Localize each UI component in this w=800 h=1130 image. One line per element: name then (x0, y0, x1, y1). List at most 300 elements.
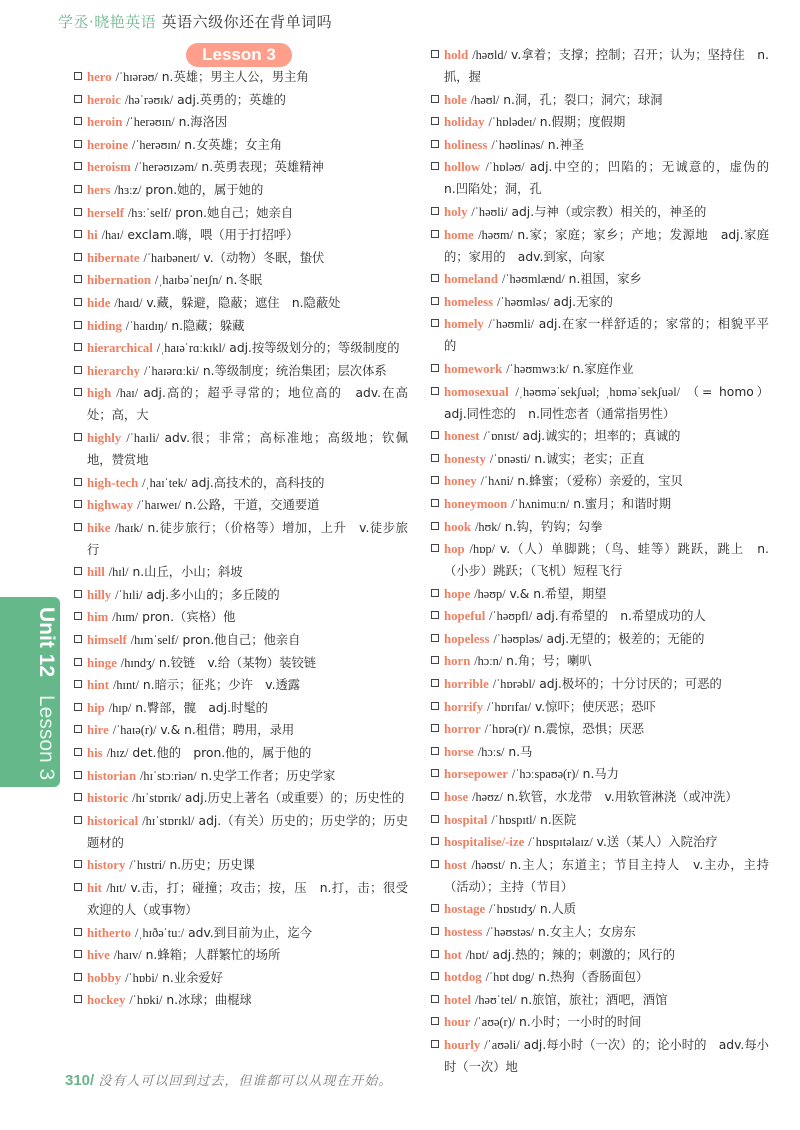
vocab-entry (431, 470, 769, 492)
checkbox-icon[interactable] (74, 433, 82, 441)
vocab-entry (431, 696, 769, 718)
checkbox-icon[interactable] (74, 478, 82, 486)
entry-word: hibernate (87, 250, 140, 265)
vocab-entry (74, 584, 408, 606)
checkbox-icon[interactable] (431, 364, 439, 372)
entry-definition: v.惊吓；使厌恶；恐吓 (534, 699, 656, 714)
entry-definition: n.冰球；曲棍球 (166, 993, 252, 1008)
vocab-entry (74, 472, 408, 494)
entry-word: hollow (444, 160, 481, 175)
checkbox-icon[interactable] (431, 747, 439, 755)
entry-word: heroine (87, 137, 128, 152)
entry-phonetic: /həʊl/ (470, 92, 500, 107)
entry-definition: v.拿着；支撑；控制；召开；认为；坚持住 n.抓，握 (444, 48, 769, 84)
entry-phonetic: /ˈhəʊlinəs/ (491, 137, 544, 152)
vocab-entry (431, 268, 769, 290)
side-tab-lesson: Lesson 3 (35, 695, 58, 781)
entry-definition: n.蜂蜜；（爱称）亲爱的，宝贝 (517, 474, 683, 489)
checkbox-icon[interactable] (431, 611, 439, 619)
entry-word: hospitalise/-ize (444, 835, 525, 850)
entry-definition: pron.他自己；他亲自 (182, 633, 301, 648)
vocab-entry (74, 66, 408, 88)
vocab-entry (431, 673, 769, 695)
entry-word: him (87, 610, 109, 625)
checkbox-icon[interactable] (431, 927, 439, 935)
entry-definition: adj.在家一样舒适的；家常的；相貌平平的 (444, 317, 769, 354)
vocab-entry (431, 831, 769, 853)
vocab-entry (74, 787, 408, 809)
entry-phonetic: /ˌhaɪˈtek/ (142, 475, 188, 490)
checkbox-icon[interactable] (74, 500, 82, 508)
entry-word: hope (444, 586, 471, 601)
checkbox-icon[interactable] (74, 117, 82, 125)
checkbox-icon[interactable] (431, 476, 439, 484)
entry-phonetic: /ˌhaɪəˈrɑːkɪkl/ (156, 341, 226, 356)
checkbox-icon[interactable] (74, 635, 82, 643)
checkbox-icon[interactable] (431, 656, 439, 664)
side-tab (0, 597, 60, 787)
checkbox-icon[interactable] (74, 860, 82, 868)
entry-definition: v.（人）单脚跳；（鸟、蛙等）跳跃，跳上 n.（小步）跳跃；（飞机）短程飞行 (444, 542, 769, 579)
page-number: 310/ (65, 1072, 95, 1089)
entry-definition: adj.高的；超乎寻常的；地位高的 adv.在高处；高，大 (87, 386, 408, 423)
entry-word: hour (444, 1015, 471, 1030)
checkbox-icon[interactable] (74, 298, 82, 306)
entry-word: hopeless (444, 631, 490, 646)
left-word-list (74, 66, 408, 1012)
vocab-entry (74, 697, 408, 719)
vocab-entry (431, 921, 769, 943)
entry-phonetic: /hɔːs/ (477, 744, 505, 759)
entry-phonetic: /ˈhɒt dɒg/ (485, 970, 535, 985)
entry-word: home (444, 227, 474, 242)
entry-phonetic: /ˈhəʊpfl/ (489, 609, 533, 624)
checkbox-icon[interactable] (431, 815, 439, 823)
checkbox-icon[interactable] (431, 431, 439, 439)
checkbox-icon[interactable] (431, 117, 439, 125)
entry-phonetic: /ˌhəʊməˈsekʃuəl; ˌhɒməˈsekʃuəl/ (515, 384, 681, 399)
checkbox-icon[interactable] (431, 319, 439, 327)
entry-phonetic: /ˈhəʊmlænd/ (501, 272, 565, 287)
checkbox-icon[interactable] (431, 679, 439, 687)
entry-definition: adj.（有关）历史的；历史学的；历史题材的 (87, 813, 408, 850)
checkbox-icon[interactable] (431, 589, 439, 597)
vocab-entry (431, 111, 769, 133)
entry-phonetic: /hɪm/ (112, 610, 139, 625)
entry-definition: n.人质 (539, 902, 577, 917)
entry-word: homely (444, 317, 484, 332)
entry-phonetic: /hɪl/ (108, 565, 129, 580)
right-word-list (431, 44, 782, 1079)
entry-phonetic: /ˈhɒki/ (129, 993, 163, 1008)
vocab-entry (431, 156, 782, 200)
vocab-entry (431, 741, 769, 763)
vocab-entry (74, 561, 408, 583)
vocab-entry (74, 652, 408, 674)
header-title: 英语六级你还在背单词吗 (161, 13, 333, 31)
vocab-entry (74, 742, 408, 764)
entry-phonetic: /ˈɒnɪst/ (483, 429, 519, 444)
checkbox-icon[interactable] (74, 771, 82, 779)
checkbox-icon[interactable] (74, 680, 82, 688)
checkbox-icon[interactable] (74, 523, 82, 531)
entry-definition: n.历史；历史课 (169, 858, 255, 873)
checkbox-icon[interactable] (74, 275, 82, 283)
vocab-entry (74, 810, 408, 854)
checkbox-icon[interactable] (431, 950, 439, 958)
entry-phonetic: /hɪnt/ (112, 678, 139, 693)
vocab-entry (431, 966, 769, 988)
entry-definition: n.海洛因 (178, 115, 228, 130)
entry-word: hierarchical (87, 341, 153, 356)
checkbox-icon[interactable] (431, 274, 439, 282)
vocab-entry (431, 224, 769, 268)
entry-word: hopeful (444, 609, 486, 624)
entry-phonetic: /ˈhaɪli/ (126, 430, 160, 445)
checkbox-icon[interactable] (431, 702, 439, 710)
entry-definition: adv.到目前为止，迄今 (188, 925, 313, 940)
vocab-entry (74, 156, 408, 178)
checkbox-icon[interactable] (74, 140, 82, 148)
checkbox-icon[interactable] (74, 366, 82, 374)
entry-phonetic: /ˈhɒrɪfaɪ/ (487, 699, 532, 714)
entry-definition: n.小时；一小时的时间 (519, 1015, 642, 1030)
entry-definition: n.软管，水龙带 v.用软管淋浇（或冲洗） (506, 790, 738, 805)
entry-definition: v.& n.希望，期望 (509, 586, 607, 601)
checkbox-icon[interactable] (431, 1017, 439, 1025)
entry-phonetic: /ˈaʊəli/ (484, 1037, 520, 1052)
checkbox-icon[interactable] (74, 883, 82, 891)
vocab-entry (431, 583, 769, 605)
entry-word: homosexual (444, 384, 509, 399)
vocab-entry (74, 922, 408, 944)
entry-word: hold (444, 48, 469, 62)
vocab-entry (431, 493, 769, 515)
checkbox-icon[interactable] (74, 321, 82, 329)
entry-definition: adj.有希望的 n.希望成功的人 (536, 609, 706, 624)
entry-phonetic: /haɪd/ (114, 295, 143, 310)
checkbox-icon[interactable] (431, 837, 439, 845)
entry-definition: n.马力 (582, 767, 619, 782)
entry-word: horror (444, 722, 481, 737)
checkbox-icon[interactable] (74, 725, 82, 733)
checkbox-icon[interactable] (431, 792, 439, 800)
entry-word: hinge (87, 655, 117, 670)
entry-definition: adj.诚实的；坦率的；真诚的 (522, 429, 681, 444)
checkbox-icon[interactable] (74, 95, 82, 103)
entry-definition: adj.英勇的；英雄的 (177, 92, 286, 107)
checkbox-icon[interactable] (74, 230, 82, 238)
entry-phonetic: /ˈhəʊli/ (471, 204, 508, 219)
vocab-entry (74, 224, 408, 246)
entry-definition: det.他的 pron.他的，属于他的 (132, 746, 312, 761)
entry-phonetic: /hɒp/ (469, 542, 496, 557)
entry-definition: n.马 (508, 744, 533, 759)
entry-word: hotel (444, 992, 472, 1007)
vocab-entry (431, 854, 769, 898)
vocab-entry (74, 854, 408, 876)
entry-definition: adj.中空的；凹陷的；无诚意的，虚伪的 n.凹陷处；洞，孔 (444, 160, 782, 197)
vocab-entry (431, 989, 769, 1011)
entry-phonetic: /ˈhaɪbəneɪt/ (143, 250, 200, 265)
entry-phonetic: /hɔːn/ (474, 654, 503, 669)
vocab-entry (431, 201, 769, 223)
entry-phonetic: /hɪˈstɒrɪkl/ (142, 813, 195, 828)
entry-word: hill (87, 565, 105, 580)
entry-phonetic: /hɪz/ (106, 746, 129, 761)
entry-word: hole (444, 92, 467, 107)
vocab-entry (431, 650, 769, 672)
vocab-entry (74, 967, 408, 989)
entry-phonetic: /ˈhəʊpləs/ (493, 631, 543, 646)
entry-definition: n.家；家庭；家乡；产地；发源地 adj.家庭的；家用的 adv.到家，向家 (444, 227, 769, 264)
entry-definition: n.英雄；男主人公，男主角 (161, 70, 309, 84)
vocab-entry (74, 382, 408, 426)
entry-word: honeymoon (444, 496, 508, 511)
entry-definition: n.徒步旅行；（价格等）增加，上升 v.徒步旅行 (87, 520, 408, 557)
vocab-entry (74, 134, 408, 156)
checkbox-icon[interactable] (74, 185, 82, 193)
checkbox-icon[interactable] (74, 703, 82, 711)
checkbox-icon[interactable] (74, 995, 82, 1003)
entry-phonetic: /ˈhaɪweɪ/ (137, 498, 181, 513)
entry-definition: adj.多小山的；多丘陵的 (146, 587, 280, 602)
entry-definition: n.暗示；征兆；少许 v.透露 (142, 678, 301, 693)
vocab-entry (74, 360, 408, 382)
entry-definition: n.女主人；女房东 (537, 925, 636, 939)
entry-word: homeland (444, 272, 499, 287)
entry-word: historical (87, 813, 139, 828)
entry-definition: n.等级制度；统治集团；层次体系 (202, 363, 387, 378)
vocab-entry (431, 605, 769, 627)
entry-definition: adj.每小时（一次）的；论小时的 adv.每小时（一次）地 (444, 1037, 769, 1074)
entry-word: horrify (444, 699, 484, 714)
entry-phonetic: /ˈhʌni/ (480, 474, 514, 489)
checkbox-icon[interactable] (74, 950, 82, 958)
entry-definition: n.史学工作者；历史学家 (200, 768, 336, 783)
entry-word: holiday (444, 115, 485, 130)
vocab-entry (431, 425, 769, 447)
entry-phonetic: /ˈɒnəsti/ (489, 451, 531, 466)
vocab-entry (74, 494, 408, 516)
entry-definition: v.击，打；碰撞；攻击；按，压 n.打，击；很受欢迎的人（或事物） (87, 881, 408, 917)
vocab-entry (431, 1011, 769, 1033)
vocab-entry (431, 89, 769, 111)
checkbox-icon[interactable] (431, 1040, 439, 1048)
entry-word: horsepower (444, 767, 508, 782)
entry-word: holiness (444, 137, 488, 152)
entry-definition: n.业余爱好 (162, 970, 223, 985)
entry-word: highly (87, 430, 122, 445)
checkbox-icon[interactable] (74, 973, 82, 981)
checkbox-icon[interactable] (74, 793, 82, 801)
checkbox-icon[interactable] (74, 208, 82, 216)
entry-phonetic: /hɪˈstɔːriən/ (140, 768, 197, 783)
entry-word: hot (444, 947, 462, 962)
checkbox-icon[interactable] (431, 769, 439, 777)
lesson-tab: Lesson 3 (186, 43, 292, 67)
entry-phonetic: /ˈhʌnimuːn/ (511, 496, 570, 511)
entry-phonetic: /həʊˈtel/ (474, 992, 517, 1007)
entry-word: homework (444, 361, 503, 376)
checkbox-icon[interactable] (431, 860, 439, 868)
entry-definition: v.& n.租借；聘用，录用 (160, 723, 295, 738)
entry-phonetic: /ˈhɒspɪtl/ (491, 812, 537, 827)
entry-definition: adj.与神（或宗教）相关的，神圣的 (511, 204, 707, 219)
header-brand: 学丞·晓艳英语 (58, 13, 157, 31)
vocab-entry (74, 202, 408, 224)
checkbox-icon[interactable] (431, 140, 439, 148)
entry-word: hide (87, 295, 111, 310)
vocab-entry (431, 898, 769, 920)
entry-phonetic: /ˈhəʊstəs/ (486, 925, 535, 939)
entry-word: hobby (87, 970, 122, 985)
entry-phonetic: /ˈhaɪərɑːki/ (144, 363, 199, 378)
checkbox-icon[interactable] (74, 343, 82, 351)
vocab-entry (431, 809, 769, 831)
checkbox-icon[interactable] (74, 612, 82, 620)
entry-word: high-tech (87, 475, 139, 490)
entry-phonetic: /ˌhɪðəˈtuː/ (135, 925, 185, 940)
vocab-entry (74, 877, 408, 921)
entry-definition: v.送（某人）入院治疗 (596, 835, 718, 850)
entry-word: herself (87, 205, 124, 220)
checkbox-icon[interactable] (431, 297, 439, 305)
checkbox-icon[interactable] (74, 388, 82, 396)
vocab-entry (431, 313, 769, 357)
entry-definition: n.女英雄；女主角 (184, 137, 283, 152)
entry-phonetic: /ˈhaɪə(r)/ (112, 723, 157, 738)
entry-word: honest (444, 429, 480, 444)
vocab-entry (74, 247, 408, 269)
checkbox-icon[interactable] (74, 590, 82, 598)
entry-phonetic: /hɪp/ (108, 700, 132, 715)
entry-phonetic: /ˈhəʊmləs/ (496, 294, 550, 309)
checkbox-icon[interactable] (74, 658, 82, 666)
checkbox-icon[interactable] (431, 50, 439, 58)
entry-phonetic: /ˈherəʊɪn/ (126, 115, 175, 130)
entry-definition: adj.无家的 (553, 294, 613, 309)
vocab-entry (431, 628, 769, 650)
checkbox-icon[interactable] (74, 816, 82, 824)
entry-word: horse (444, 744, 474, 759)
entry-phonetic: /həʊm/ (478, 227, 513, 242)
checkbox-icon[interactable] (74, 748, 82, 756)
checkbox-icon[interactable] (431, 972, 439, 980)
entry-definition: adj.无望的；极差的；无能的 (546, 631, 705, 646)
vocab-entry (431, 448, 769, 470)
vocab-entry (74, 111, 408, 133)
checkbox-icon[interactable] (431, 95, 439, 103)
entry-definition: pron.她的，属于她的 (145, 182, 264, 197)
entry-definition: n.钩，钓钩；勾拳 (504, 519, 603, 534)
entry-definition: n.蜂箱；人群繁忙的场所 (145, 948, 281, 963)
checkbox-icon[interactable] (431, 162, 439, 170)
entry-definition: n.假期；度假期 (539, 115, 626, 130)
entry-phonetic: /hɪt/ (106, 881, 127, 895)
entry-phonetic: /ˈhɒstɪdʒ/ (489, 902, 536, 917)
entry-definition: adj.历史上著名（或重要）的；历史性的 (184, 791, 405, 806)
checkbox-icon[interactable] (431, 454, 439, 462)
checkbox-icon[interactable] (74, 72, 82, 80)
vocab-entry (431, 538, 769, 582)
checkbox-icon[interactable] (431, 904, 439, 912)
checkbox-icon[interactable] (431, 230, 439, 238)
checkbox-icon[interactable] (431, 544, 439, 552)
checkbox-icon[interactable] (431, 207, 439, 215)
entry-phonetic: /həˈrəʊɪk/ (124, 92, 174, 107)
checkbox-icon[interactable] (431, 499, 439, 507)
entry-word: hero (87, 70, 112, 84)
entry-word: himself (87, 633, 127, 648)
entry-phonetic: /ˌhaɪbəˈneɪʃn/ (154, 273, 222, 288)
entry-definition: n.旅馆，旅社；酒吧，酒馆 (520, 992, 668, 1007)
entry-word: hike (87, 520, 111, 535)
checkbox-icon[interactable] (431, 724, 439, 732)
entry-word: hire (87, 723, 109, 738)
entry-definition: adj.热的；辣的；刺激的；风行的 (492, 947, 675, 962)
entry-definition: （= homo）adj.同性恋的 n.同性恋者（通常指男性） (444, 384, 769, 421)
entry-definition: n.神圣 (547, 137, 585, 152)
checkbox-icon[interactable] (431, 387, 439, 395)
entry-word: hostess (444, 925, 483, 939)
vocab-entry (74, 89, 408, 111)
entry-definition: n.角；号；喇叭 (506, 654, 592, 669)
entry-definition: n.祖国，家乡 (568, 272, 642, 287)
vocab-entry (74, 944, 408, 966)
checkbox-icon[interactable] (431, 634, 439, 642)
vocab-entry (431, 944, 769, 966)
entry-definition: adj.极坏的；十分讨厌的；可恶的 (539, 677, 722, 692)
entry-word: holy (444, 204, 468, 219)
entry-word: honey (444, 474, 477, 489)
vocab-entry (431, 358, 769, 380)
entry-phonetic: /ˈhɒbi/ (125, 970, 159, 985)
checkbox-icon[interactable] (74, 928, 82, 936)
page-footer (65, 1068, 392, 1094)
checkbox-icon[interactable] (74, 162, 82, 170)
entry-definition: pron.（宾格）他 (142, 610, 236, 625)
entry-definition: n.英勇表现；英雄精神 (201, 160, 324, 175)
entry-word: hierarchy (87, 363, 141, 378)
vocab-entry (74, 989, 408, 1011)
entry-word: honesty (444, 451, 486, 466)
entry-definition: n.公路，干道，交通要道 (184, 498, 320, 513)
entry-phonetic: /həʊp/ (474, 586, 506, 601)
entry-phonetic: /haɪ/ (116, 386, 139, 401)
vocab-entry (74, 315, 408, 337)
entry-phonetic: /ˈaʊə(r)/ (474, 1015, 516, 1030)
checkbox-icon[interactable] (74, 253, 82, 261)
entry-word: hilly (87, 587, 112, 602)
entry-phonetic: /həʊld/ (472, 48, 507, 62)
entry-word: history (87, 858, 126, 873)
entry-word: hibernation (87, 273, 151, 288)
checkbox-icon[interactable] (431, 995, 439, 1003)
entry-phonetic: /ˈhɒrə(r)/ (484, 722, 531, 737)
entry-phonetic: /hɜːˈself/ (127, 205, 172, 220)
entry-word: hers (87, 182, 111, 197)
entry-word: hip (87, 700, 105, 715)
checkbox-icon[interactable] (74, 567, 82, 575)
vocab-entry (74, 765, 408, 787)
entry-definition: n.山丘，小山；斜坡 (132, 565, 243, 580)
checkbox-icon[interactable] (431, 522, 439, 530)
vocab-entry (74, 337, 408, 359)
entry-word: heroin (87, 115, 123, 130)
entry-word: hint (87, 678, 110, 693)
side-tab-unit: Unit 12 (35, 607, 58, 678)
